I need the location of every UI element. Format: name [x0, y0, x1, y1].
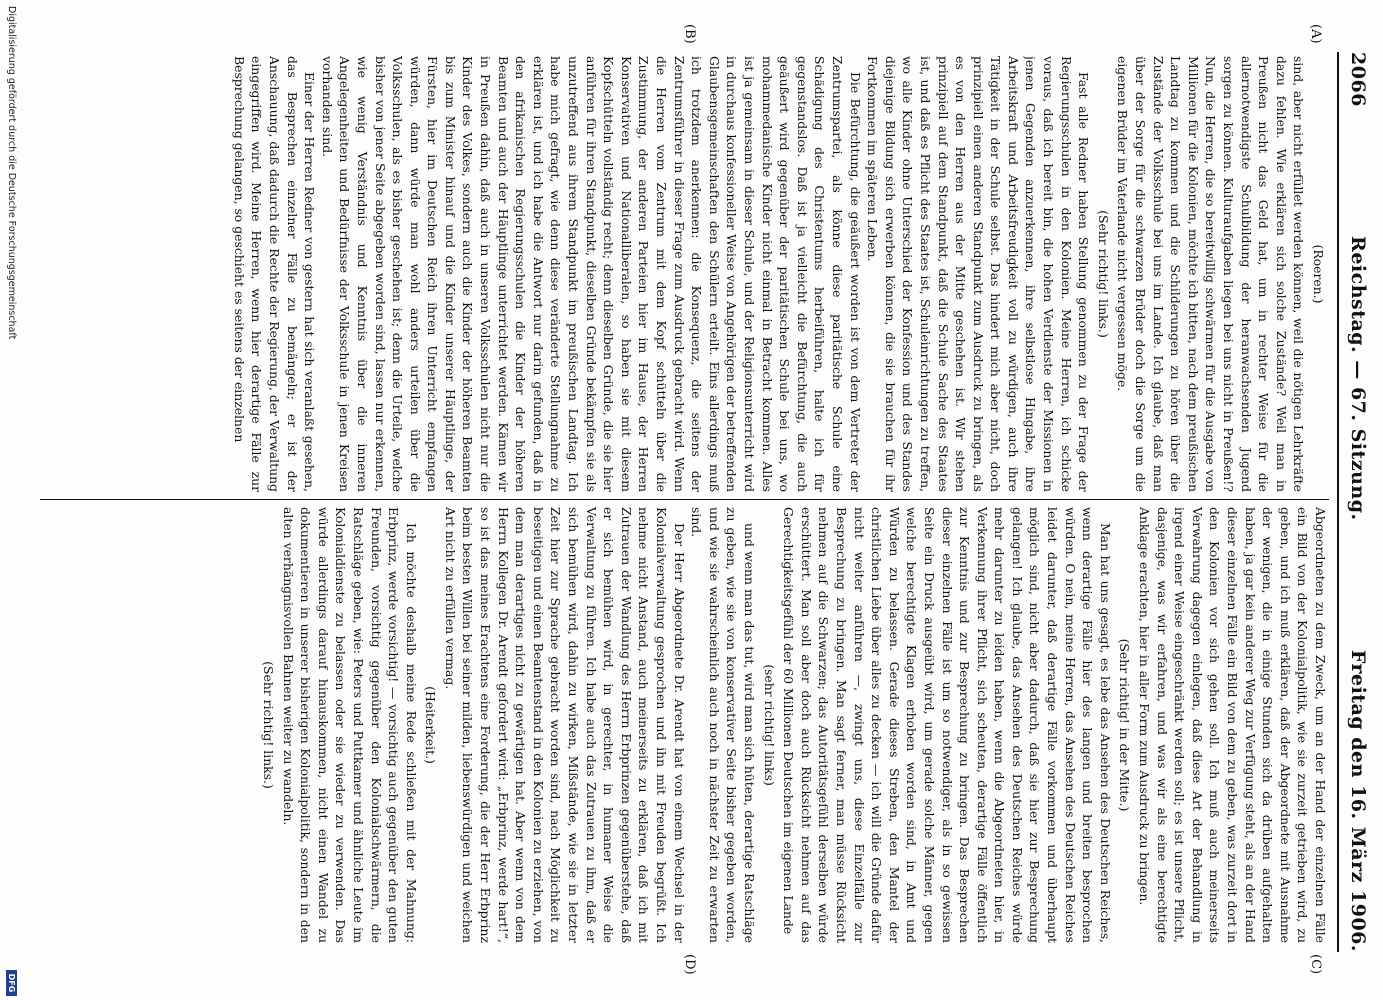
- speaker-name: (Roeren.): [1311, 244, 1326, 304]
- page-footer: [6, 0, 17, 1000]
- paragraph: sind, aber nicht erfüllet werden können, weil die nötigen Lehrkräfte dazu fehlen. Wie erklären sich solche Zustände? Weil man in Preußen nicht das Geld hat, um in rechter Weise für die allernotwendigste Schulbildung der heranwachsenden Jugend sorgen zu können. Kulturaufgaben liegen bei uns nicht in Preußen!? Nun, die Herren, die so bereitwillig schwärmen für die Ausgabe von Millionen für die Kolonien, möchte ich bitten, nach dem preußischen Landtag zu kommen und die Schilderungen zu hören über die Zustände der Volksschule bei uns im Lande. Ich glaube, daß man über der Sorge für die schwarzen Brüder doch die Sorge um die eigenen Brüder im Vaterlande nicht vergessen möge.: [1115, 56, 1307, 492]
- paragraph: Ich möchte deshalb meine Rede schließen mit der Mahnung: Erbprinz, werde vorsichtig! — vorsichtig auch gegenüber den guten Freunden, vorsichtig gegenüber den Kolonialschwärmern, die Ratschläge geben, wie: Peters und Puttkamer und ähnliche Leute im Kolonialdienste zu belassen oder sie wieder zu verwenden. Das würde allerdings darauf hinauskommen, nicht einen Wandel zu dokumentieren in unserer bisherigen Kolonialpolitik, sondern in den alten verhängnisvollen Bahnen weiter zu wandeln.: [280, 507, 419, 943]
- digitization-credit: Digitalisierung gefördert durch die Deutsche Forschungsgemeinschaft: [6, 6, 17, 340]
- margin-marker-c: (C): [1308, 954, 1323, 975]
- paragraph: Der Herr Abgeordnete Dr. Arendt hat von einem Wechsel in der Kolonialverwaltung gesprochen und ihn mit Freuden begrüßt. Ich nehme nicht Anstand, auch meinerseits zu erklären, daß ich mit Zutrauen der Wandlung des Herrn Erbprinzen gegenüberstehe, daß er sich bemühen wird, in gerechter, in humaner Weise die Verwaltung zu führen. Ich habe auch das Zutrauen zu ihm, daß er sich bemühen wird, dahin zu wirken, Mißstände, wie sie in letzter Zeit hier zur Sprache gebracht worden sind, nach Möglichkeit zu beseitigen und einen Beamtenstand in den Kolonien zu erziehen, von dem man derartiges nicht zu gewärtigen hat. Aber wenn von dem Herrn Kollegen Dr. Arendt gefordert wird: „Erbprinz, werde hart!“, so ist das meines Erachtens eine Forderung, die der Herr Erbprinz beim besten Willen bei seiner milden, liebenswürdigen und weichen Art nicht zu erfüllen vermag.: [442, 507, 687, 943]
- session-title: Reichstag. — 67. Sitzung.: [1347, 236, 1369, 521]
- margin-marker-a: (A): [1308, 24, 1323, 44]
- interjection: (Sehr richtig! links.): [1095, 210, 1111, 338]
- paragraph: Abgeordneten zu dem Zweck, um an der Hand der einzelnen Fälle ein Bild von der Kolonialpolitik, wie sie zurzeit getrieben wird, zu geben, und ich muß erklären, daß der Abgeordnete mit Ausnahme der wenigen, die in einige Stunden sich da drüben aufgehalten haben, ja gar kein anderer Weg zur Verfügung steht, als an der Hand dieser einzelnen Fälle ein Bild von dem zu geben, was zurzeit dort in den Kolonien vor sich gehen soll. Ich muß auch meinerseits Verwahrung dagegen einlegen, daß diese Art der Behandlung in irgend einer Weise eingeschränkt werden soll; es ist unsere Pflicht, dasjenige, was wir erfahren, und was wir als eine berechtigte Anklage erachten, hier in aller Form zum Ausdruck zu bringen.: [1137, 507, 1328, 943]
- interjection: (Sehr richtig! links.): [260, 661, 276, 789]
- left-text-column: [40, 56, 1329, 492]
- interjection: (sehr richtig! links): [761, 664, 777, 786]
- right-text-column: [40, 507, 1329, 943]
- margin-marker-b: (B): [682, 24, 697, 44]
- interjection: (Heiterkeit.): [423, 686, 439, 764]
- page-header: [1343, 52, 1369, 952]
- paragraph: und wenn man das tut, wird man sich hüten, derartige Ratschläge zu geben, wie sie von konservativer Seite bisher gegeben worden, und wie sie wahrscheinlich auch noch in nächster Zeit zu erwarten sind.: [689, 507, 757, 943]
- page-number: 2066: [1347, 52, 1369, 107]
- paragraph: Einer der Herren Redner von gestern hat sich veranlaßt gesehen, das Besprechen einzelner Fälle zu bemängeln; er ist der Anschauung, daß dadurch die Rechte der Regierung, der Verwaltung eingegriffen wird. Meine Herren, wenn hier derartige Fälle zur Besprechung gelangen, so geschieht es seitens der einzelnen: [231, 56, 318, 492]
- dfg-logo: DFG: [6, 970, 17, 996]
- interjection: (Sehr richtig! in der Mitte.): [1117, 638, 1133, 812]
- column-divider: [40, 499, 1329, 500]
- paragraph: Man hat uns gesagt, es lebe das Ansehen des Deutschen Reiches, wenn derartige Fälle hier des langen und breiten besprochen würden. O nein, meine Herren, das Ansehen des Deutschen Reiches leidet darunter, daß derartige Fälle vorkommen und überhaupt möglich sind, nicht aber dadurch, daß sie hier zur Besprechung gelangen! Ich glaube, das Ansehen des Deutschen Reiches würde mehr darunter zu leiden haben, wenn die Abgeordneten hier, in Verkennung ihrer Pflicht, sich scheuten, derartige Fälle öffentlich zur Kenntnis und zur Besprechung zu bringen. Das Besprechen dieser einzelnen Fälle ist um so notwendiger, als in so gewissen Seite ein Druck ausgeübt wird, um gerade solche Männer, gegen welche berechtigte Klagen erhoben worden sind, in Amt und Würden zu belassen. Gerade dieses Streben, den Mantel der christlichen Liebe über alles zu decken — ich will die Gründe dafür nicht weiter anführen —, zwingt uns, diese Einzelfälle zur Besprechung zu bringen. Man sagt ferner, man müsse Rücksicht nehmen auf die Schwarzen; das Autoritätsgefühl derselben würde erschüttert. Man soll aber doch auch Rücksicht nehmen auf das Gerechtigkeitsgefühl der 60 Millionen Deutschen im eigenen Lande: [781, 507, 1113, 943]
- session-date: Freitag den 16. März 1906.: [1347, 649, 1369, 952]
- margin-marker-d: (D): [682, 954, 697, 975]
- paragraph: Die Befürchtung, die geäußert worden ist von dem Vertreter der Zentrumspartei, als könne diese paritätische Schule eine Schädigung des Christentums herbeiführen, halte ich für gegenstandslos. Daß ist ja vielleicht die Befürchtung, die auch geäußert wird gegenüber der paritätischen Schule bei uns, wo mohammedanische Kinder nicht einmal in Betracht kommen. Alles ist ja gemeinsam in dieser Schule, und der Religionsunterricht wird in durchaus konfessioneller Weise von Angehörigen der betreffenden Glaubensgemeinschaften den Schülern erteilt. Eins allerdings muß ich trotzdem anerkennen: die Konsequenz, die seitens der Zentrumsführer in dieser Frage zum Ausdruck gebracht wird. Wenn die Herren vom Zentrum mit dem Kopf schütteln über die Zustimmung, der anderen Parteien hier im Hause, der Herren Konservativen und Nationalliberalen, so haben sie mit diesem Kopfschütteln vollständig recht; denn dieselben Gründe, die sie hier anführen für ihren Standpunkt, dieselben Gründe bekämpfen sie als unzutreffend aus ihrem Standpunkt im preußischen Landtag. Ich habe mich gefragt, wie denn diese veränderte Stellungnahme zu erklären ist, und ich habe die Antwort nur darin gefunden, daß in den afrikanischen Regierungsschulen die Kinder der höheren Beamten und auch der Häuptlinge unterrichtet werden. Kämen wir in Preußen dahin, daß auch in unseren Volksschulen nicht nur die Kinder des Volkes, sondern auch die Kinder der höheren Beamten bis zum Minister hinauf und die Kinder unserer Häuptlinge, der Fürsten, hier im Deutschen Reich ihren Unterricht empfangen würden, dann würde man wohl anders urteilen über die Volksschulen, als es bisher geschehen ist; denn die Urteile, welche bisher von jener Seite abgegeben worden sind, lassen nur erkennen, wie wenig Verständnis und Kenntnis über die inneren Angelegenheiten und Bedürfnisse der Volksschule in jenen Kreisen vorhanden sind.: [319, 56, 863, 492]
- paragraph: Fast alle Redner haben Stellung genommen zu der Frage der Regierungsschulen in den Kolonien. Meine Herren, ich schicke voraus, daß ich bereit bin, die hohen Verdienste der Missionen in jenen Gegenden anzuerkennen, ihre selbstlose Hingabe, ihre Arbeitskraft und Arbeitsfreudigkeit voll zu würdigen, auch ihre Tätigkeit in der Schule selbst. Das hindert mich aber nicht, doch prinzipiell einen anderen Standpunkt zum Ausdruck zu bringen, als es von den Herren aus der Mitte geschehen ist. Wir stehen prinzipiell auf dem Standpunkt, daß die Schule Sache des Staates ist, und daß es Pflicht des Staates ist, Schuleinrichtungen zu treffen, wo alle Kinder ohne Unterschied der Konfession und des Standes diejenige Bildung sich erwerben können, die sie brauchen für ihr Fortkommen im späteren Leben.: [865, 56, 1092, 492]
- header-rule: [1337, 52, 1339, 952]
